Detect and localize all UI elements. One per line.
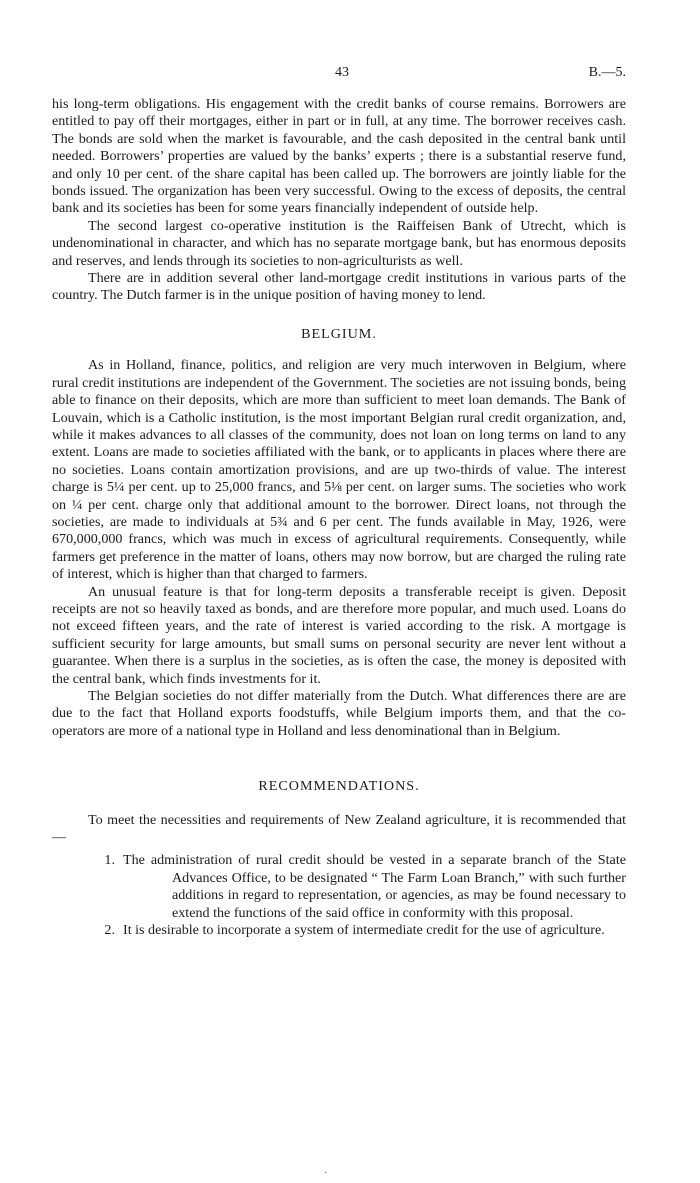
paragraph-belgium-3: The Belgian societies do not differ materially from the Dutch. What differences there are are due to the fact that Holland exports foodstuffs, while Belgium imports them, and that the co-operators are more of a national type in Holland and less denominational than in Belgium. — [52, 688, 626, 739]
list-item — [52, 852, 626, 922]
document-code: B.—5. — [588, 65, 626, 80]
section-heading-belgium: BELGIUM. — [301, 325, 377, 342]
paragraph-belgium-1: As in Holland, finance, politics, and religion are very much interwoven in Belgium, where rural credit institutions are independent of the Government. The societies are not issuing bonds, being able to finance on their deposits, which are more than sufficient to meet loan demands. The Bank of Louvain, which is a Catholic institution, is the most important Belgian rural credit organization, and, while it makes advances to all classes of the community, does not loan on long terms on land to any extent. Loans are made to societies affiliated with the bank, or to applicants in places where there are no societies. Loans contain amortization provisions, and are up two-thirds of value. The interest charge is 5¼ per cent. up to 25,000 francs, and 5⅛ per cent. on larger sums. The societies who work on ¼ per cent. charge only that additional amount to the borrower. Direct loans, not through the societies, are made to individuals at 5¾ and 6 per cent. The funds available in May, 1926, were 670,000,000 francs, which was much in excess of agricultural requirements. Consequently, while farmers get preference in the matter of loans, others may now borrow, but are charged the ruling rate of interest, which is higher than that charged to farmers. — [52, 357, 626, 583]
list-item-text: The administration of rural credit should be vested in a separate branch of the State Advances Office, to be designated “ The Farm Loan Branch,” with such further additions in regard to representation, or agencies, as may be found necessary to extend the functions of the said office in conformity with this proposal. — [123, 852, 626, 921]
paragraph-continuation: his long-term obligations. His engagement with the credit banks of course remains. Borrowers are entitled to pay off their mortgages, either in part or in full, at any time. The borrower receives cash. The bonds are sold when the market is favourable, and the cash deposited in the central bank until needed. Borrowers’ properties are valued by the banks’ experts ; there is a substantial reserve fund, and only 10 per cent. of the share capital has been called up. The borrowers are jointly liable for the bonds issued. The organization has been very successful. Owing to the excess of deposits, the central bank and its societies has been for some years financially independent of outside help. — [52, 96, 626, 217]
footer-mark: · — [324, 1168, 328, 1179]
recommendations-list — [52, 852, 626, 939]
paragraph-belgium-2: An unusual feature is that for long-term deposits a transferable receipt is given. Deposit receipts are not so heavily taxed as bonds, and are therefore more popular, and much used. Loans do not exceed fifteen years, and the rate of interest is varied according to the risk. A mortgage is sufficient security for large amounts, but small sums on personal security are never lent without a guarantee. When there is a surplus in the societies, as is often the case, the money is deposited with the central bank, which finds investments for it. — [52, 583, 626, 687]
page-body — [52, 96, 626, 939]
list-item-number: 1. — [104, 852, 115, 869]
paragraph-other-institutions: There are in addition several other land-mortgage credit institutions in various parts of the country. The Dutch farmer is in the unique position of having money to lend. — [52, 270, 626, 304]
recommendations-intro: To meet the necessities and requirements of New Zealand agriculture, it is recommended that— — [52, 811, 626, 846]
list-item-text: It is desirable to incorporate a system of intermediate credit for the use of agriculture. — [123, 922, 605, 939]
page-number: 43 — [335, 65, 349, 80]
paragraph-raiffeisen: The second largest co-operative institution is the Raiffeisen Bank of Utrecht, which is undenominational in character, and which has no separate mortgage bank, but has enormous deposits and reserves, and lends through its societies to non-agriculturists as well. — [52, 217, 626, 269]
section-heading-recommendations: RECOMMENDATIONS. — [258, 778, 420, 795]
list-item-number: 2. — [104, 922, 115, 939]
list-item — [52, 922, 626, 939]
page-header — [52, 58, 626, 78]
